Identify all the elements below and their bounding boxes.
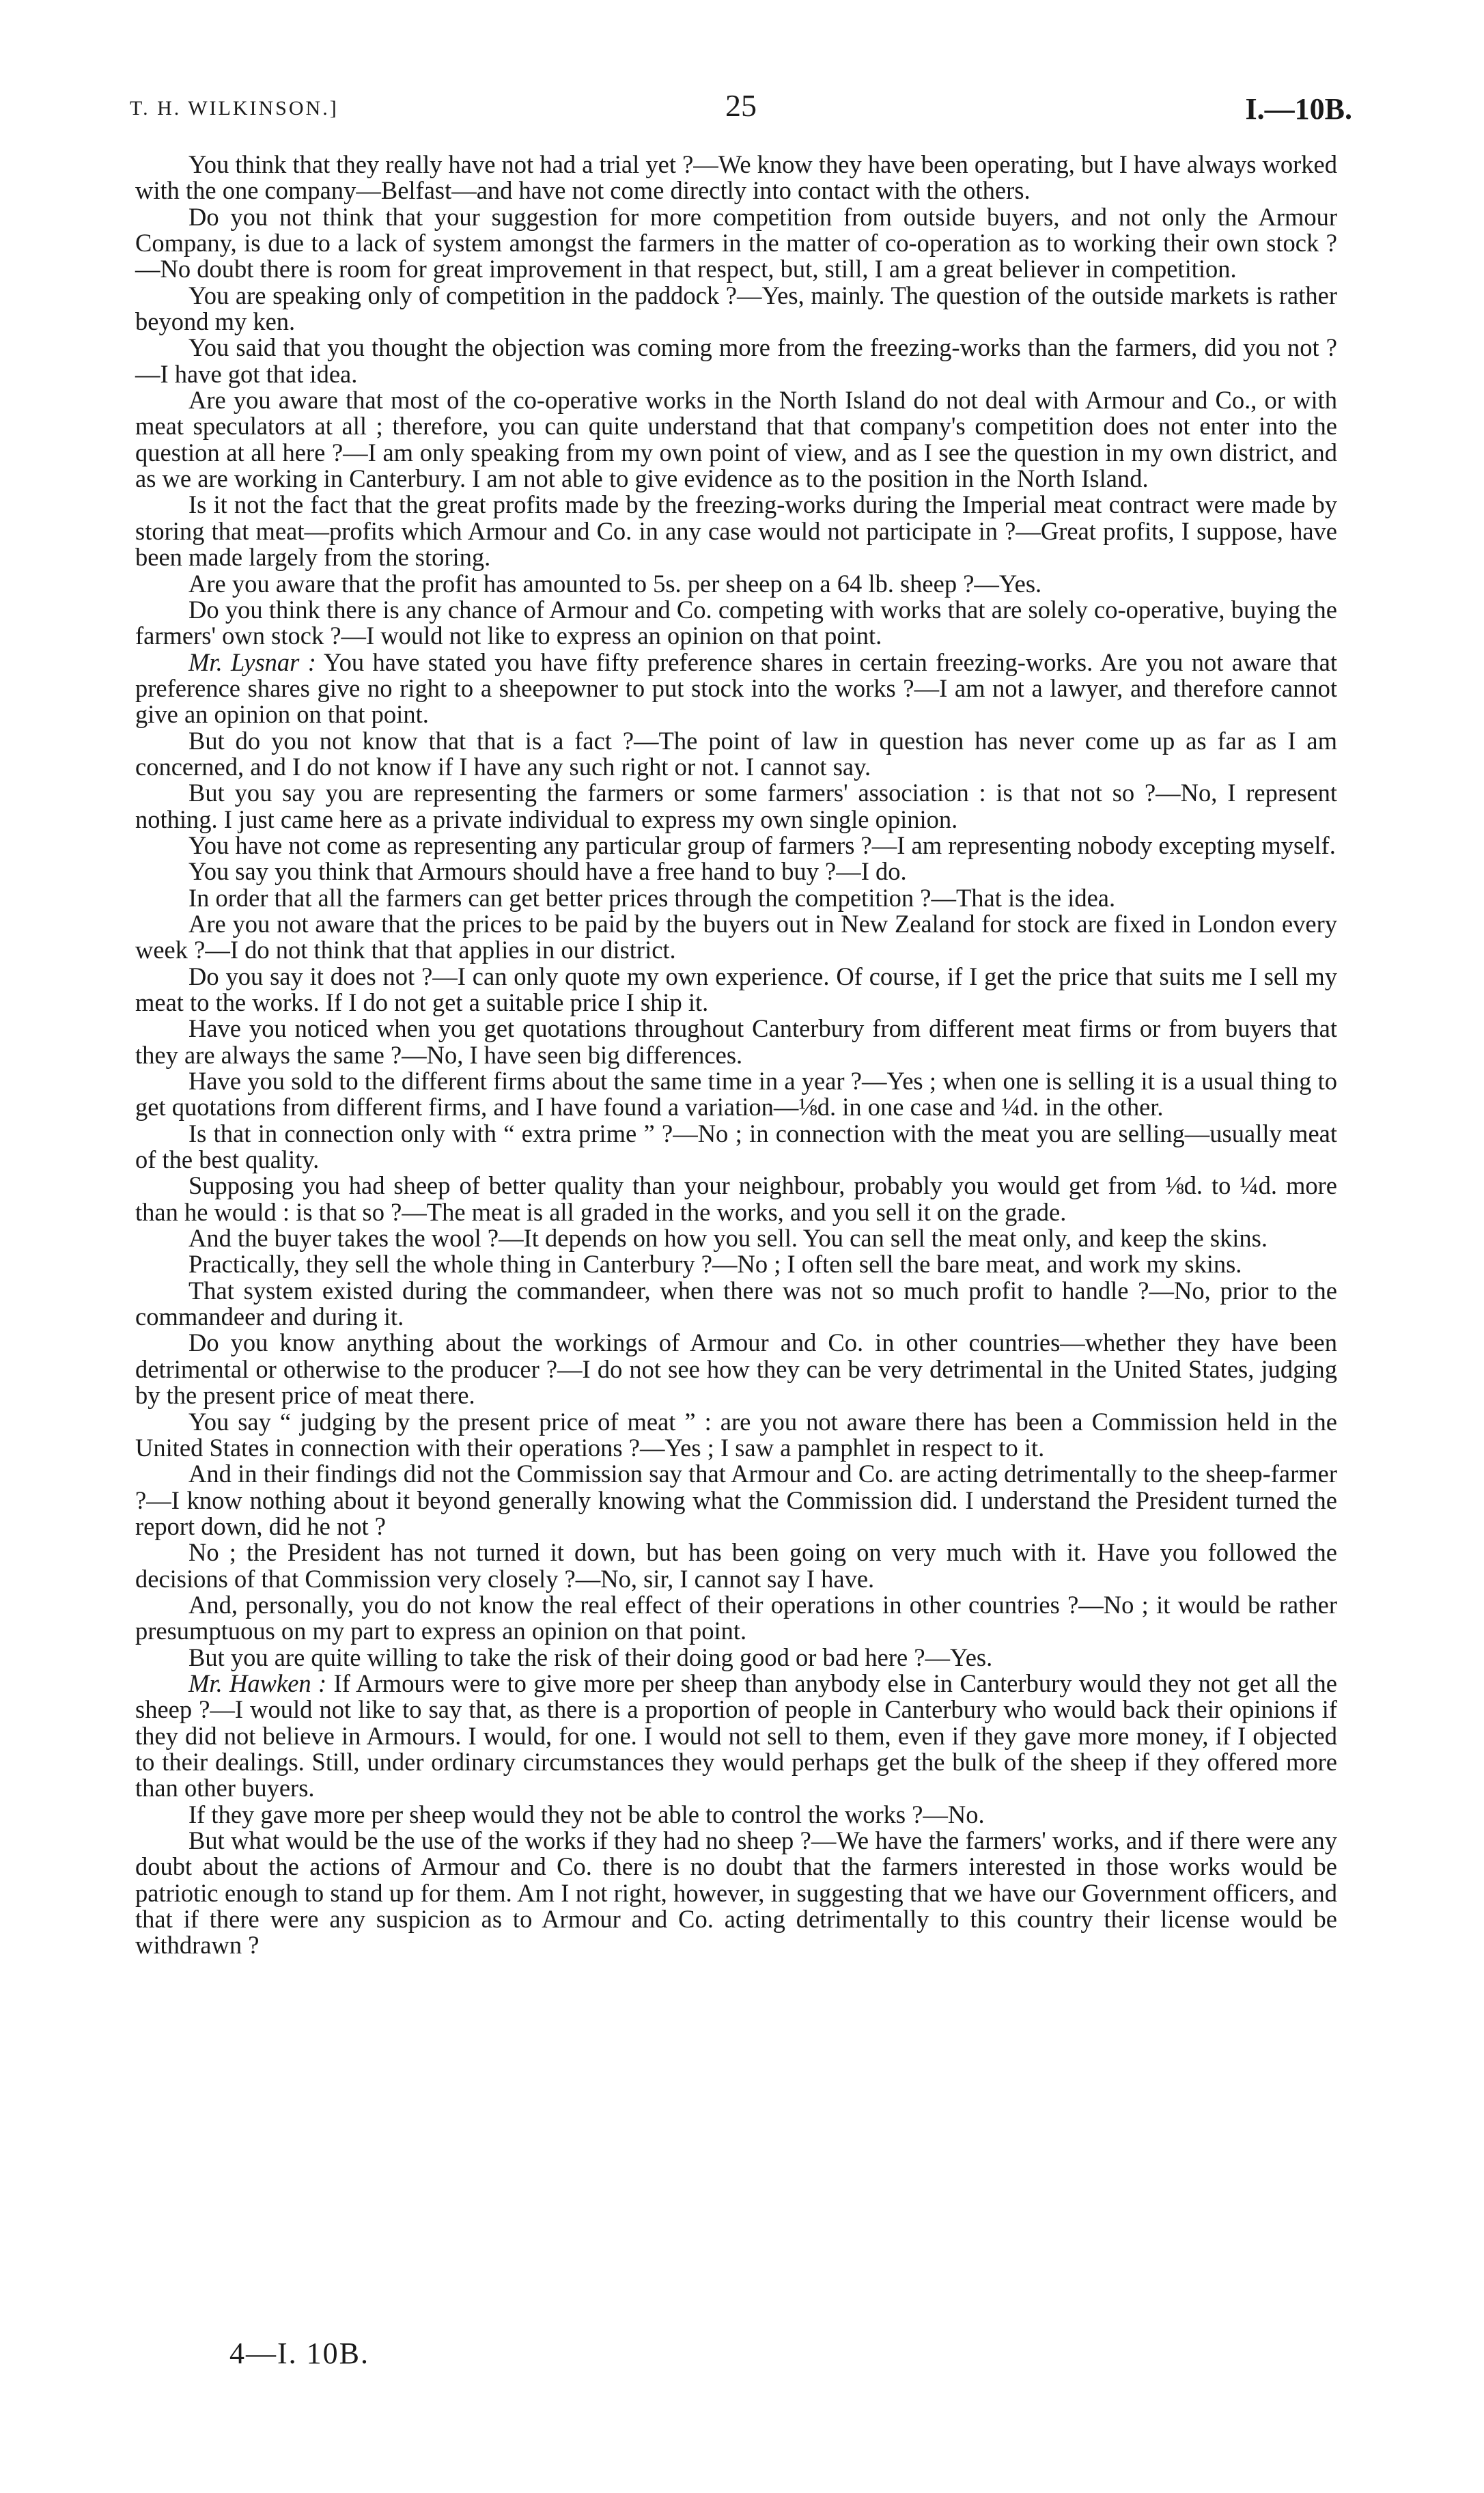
paragraph-text: Do you know anything about the workings of Armour and Co. in other countries—whether they have been detrimental or otherwise to the producer ?—I do not see how they can be very detrimental in the United States, judging by the present price of meat there. [135, 1328, 1337, 1410]
paragraph [135, 1592, 1337, 1645]
paragraph [135, 647, 1337, 729]
paragraph-text: You are speaking only of competition in the paddock ?—Yes, mainly. The question of the outside markets is rather beyond my ken. [135, 281, 1337, 336]
paragraph [135, 1121, 1337, 1173]
paragraph [135, 335, 1337, 387]
paragraph-text: Are you aware that the profit has amounted to 5s. per sheep on a 64 lb. sheep ?—Yes. [188, 569, 1042, 598]
witness-name: T. H. WILKINSON.] [130, 97, 339, 120]
paragraph [135, 1828, 1337, 1959]
speaker-name: Mr. Lysnar : [188, 647, 316, 676]
paragraph [135, 1278, 1337, 1331]
paragraph-text: Do you not think that your suggestion for more competition from outside buyers, and not only the Armour Company, is due to a lack of system amongst the farmers in the matter of co-operation as to working their own stock ?—No doubt there is room for great improvement in that respect, but, still, I am a great believer in competition. [135, 202, 1337, 283]
paragraph-text: That system existed during the commandeer, when there was not so much profit to handle ?—No, prior to the commandeer and during it. [135, 1276, 1337, 1331]
paragraph-text: You say you think that Armours should have a free hand to buy ?—I do. [188, 857, 907, 886]
paragraph-text: And, personally, you do not know the real effect of their operations in other countries ?—No ; it would be rather presumptuous on my part to express an opinion on that point. [135, 1590, 1337, 1645]
paragraph-text: Do you think there is any chance of Armour and Co. competing with works that are solely co-operative, buying the farmers' own stock ?—I would not like to express an opinion on that point. [135, 595, 1337, 650]
page-header [130, 87, 1352, 128]
paragraph [135, 571, 1337, 597]
speaker-name: Mr. Hawken : [188, 1669, 327, 1697]
paragraph-text: And in their findings did not the Commission say that Armour and Co. are acting detrimentally to the sheep-farmer ?—I know nothing about it beyond generally knowing what the Commission did. I understand the President turned the report down, did he not ? [135, 1460, 1337, 1540]
paragraph [135, 1016, 1337, 1068]
paragraph [135, 780, 1337, 833]
paragraph [135, 1645, 1337, 1671]
paragraph-text: Is that in connection only with “ extra prime ” ?—No ; in connection with the meat you are selling—usually meat of the best quality. [135, 1119, 1337, 1174]
paragraph-text: You think that they really have not had a trial yet ?—We know they have been operating, but I have always worked with the one company—Belfast—and have not come directly into contact with the others. [135, 150, 1337, 205]
paragraph [135, 1330, 1337, 1408]
paragraph-text: Practically, they sell the whole thing in Canterbury ?—No ; I often sell the bare meat, and work my skins. [188, 1250, 1242, 1279]
paragraph-text: But do you not know that that is a fact ?—The point of law in question has never come up as far as I am concerned, and I do not know if I have any such right or not. I cannot say. [135, 726, 1337, 781]
paragraph-text: Is it not the fact that the great profits made by the freezing-works during the Imperial meat contract were made by storing that meat—profits which Armour and Co. in any case would not participate in ?—Great profits, I suppose, have been made largely from the storing. [135, 490, 1337, 572]
paragraph [135, 387, 1337, 492]
paragraph [135, 1802, 1337, 1828]
paragraph [135, 283, 1337, 335]
paragraph [135, 1409, 1337, 1462]
paragraph-text: Do you say it does not ?—I can only quote my own experience. Of course, if I get the price that suits me I sell my meat to the works. If I do not get a suitable price I ship it. [135, 962, 1337, 1016]
paragraph [135, 597, 1337, 650]
paragraph-text: But what would be the use of the works if they had no sheep ?—We have the farmers' works, and if there were any doubt about the actions of Armour and Co. there is no doubt that the farmers interested in those works would be patriotic enough to stand up for them. Am I not right, however, in suggesting that we have our Government officers, and that if there were any suspicion as to Armour and Co. acting detrimentally to this country their license would be withdrawn ? [135, 1826, 1337, 1960]
paragraph [135, 911, 1337, 964]
paragraph-text: You said that you thought the objection was coming more from the freezing-works than the farmers, did you not ?—I have got that idea. [135, 333, 1337, 388]
paragraph [135, 1671, 1337, 1802]
paragraph-text: You have stated you have fifty preference shares in certain freezing-works. Are you not aware that preference shares give no right to a sheepowner to put stock into the works ?—I am not a lawyer, and therefore cannot give an opinion on that point. [135, 647, 1337, 729]
document-reference: I.—10B. [1245, 92, 1352, 126]
paragraph [135, 1540, 1337, 1592]
paragraph-text: And the buyer takes the wool ?—It depends on how you sell. You can sell the meat only, and keep the skins. [188, 1224, 1268, 1253]
paragraph [135, 152, 1337, 204]
paragraph [135, 492, 1337, 570]
paragraph [135, 1251, 1337, 1277]
page-number: 25 [725, 88, 757, 123]
paragraph-text: If Armours were to give more per sheep than anybody else in Canterbury would they not get all the sheep ?—I would not like to say that, as there is a proportion of people in Canterbury who would back their opinions if they did not believe in Armours. I would, for one. I would not sell to them, even if they gave more money, if I objected to their dealings. Still, under ordinary circumstances they would perhaps get the bulk of the sheep if they offered more than other buyers. [135, 1669, 1338, 1802]
signature-mark: 4—I. 10B. [229, 2337, 369, 2370]
paragraph-text: If they gave more per sheep would they not be able to control the works ?—No. [188, 1800, 985, 1828]
paragraph [135, 859, 1337, 885]
paragraph [135, 1068, 1337, 1121]
paragraph [135, 1461, 1337, 1540]
paragraph-text: Are you aware that most of the co-operative works in the North Island do not deal with Armour and Co., or with meat speculators at all ; therefore, you can quite understand that that company's competition does not enter into the question at all here ?—I am only speaking from my own point of view, and as I see the question in my own district, and as we are working in Canterbury. I am not able to give evidence as to the position in the North Island. [135, 386, 1337, 493]
paragraph [135, 1173, 1337, 1225]
paragraph-text: You have not come as representing any particular group of farmers ?—I am representing nobody excepting myself. [188, 831, 1336, 859]
paragraph [135, 964, 1337, 1016]
paragraph [135, 833, 1337, 859]
paragraph-text: No ; the President has not turned it down, but has been going on very much with it. Have you followed the decisions of that Commission very closely ?—No, sir, I cannot say I have. [135, 1538, 1337, 1593]
paragraph [135, 204, 1337, 283]
paragraph-text: Are you not aware that the prices to be paid by the buyers out in New Zealand for stock are fixed in London every week ?—I do not think that that applies in our district. [135, 909, 1337, 964]
paragraph-text: Have you noticed when you get quotations throughout Canterbury from different meat firms or from buyers that they are always the same ?—No, I have seen big differences. [135, 1014, 1337, 1069]
paragraph-text: But you say you are representing the farmers or some farmers' association : is that not so ?—No, I represent nothing. I just came here as a private individual to express my own single opinion. [135, 779, 1337, 833]
paragraph [135, 885, 1337, 911]
paragraph-text: But you are quite willing to take the risk of their doing good or bad here ?—Yes. [188, 1643, 993, 1671]
paragraph-text: In order that all the farmers can get better prices through the competition ?—That is the idea. [188, 883, 1116, 912]
paragraph [135, 1225, 1337, 1251]
paragraph-text: Have you sold to the different firms about the same time in a year ?—Yes ; when one is selling it is a usual thing to get quotations from different firms, and I have found a variation—⅛d. in one case and ¼d. in the other. [135, 1067, 1337, 1122]
paragraph-text: You say “ judging by the present price of meat ” : are you not aware there has been a Commission held in the United States in connection with their operations ?—Yes ; I saw a pamphlet in respect to it. [135, 1407, 1337, 1462]
paragraph [135, 728, 1337, 781]
paragraph-text: Supposing you had sheep of better quality than your neighbour, probably you would get from ⅛d. to ¼d. more than he would : is that so ?—The meat is all graded in the works, and you sell it on the grade. [135, 1171, 1337, 1226]
evidence-text [135, 152, 1337, 1959]
